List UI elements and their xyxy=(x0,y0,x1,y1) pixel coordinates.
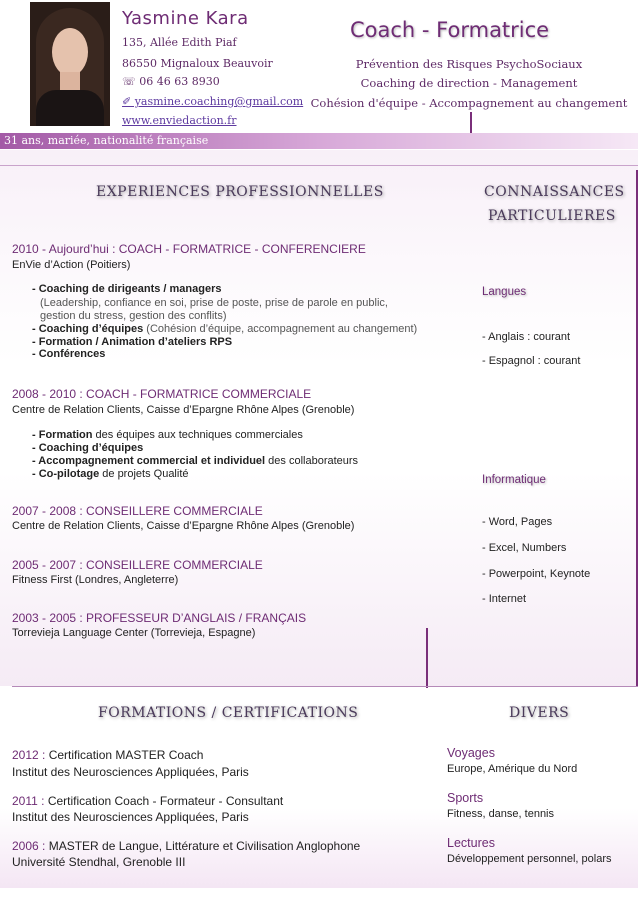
job-3-title: 2007 - 2008 : CONSEILLERE COMMERCIALE xyxy=(12,504,263,518)
knowledge-heading-2: PARTICULIERES xyxy=(488,208,616,224)
job-2-title: 2008 - 2010 : COACH - FORMATRICE COMMERCIALE xyxy=(12,387,312,401)
job-1-org: EnVie d’Action (Poitiers) xyxy=(12,259,131,271)
job-5-org: Torrevieja Language Center (Torrevieja, Espagne) xyxy=(12,627,256,639)
computing-heading: Informatique xyxy=(482,474,546,486)
job-2-bullet-3: - Accompagnement commercial et individuel des collaborateurs xyxy=(32,455,359,467)
job-5-title: 2003 - 2005 : PROFESSEUR D’ANGLAIS / FRANÇAIS xyxy=(12,611,307,625)
job-2-bullet-2: - Coaching d’équipes xyxy=(32,442,144,454)
divers-sports-heading: Sports xyxy=(447,791,484,805)
job-3-org: Centre de Relation Clients, Caisse d’Epargne Rhône Alpes (Grenoble) xyxy=(12,520,355,532)
experience-heading: EXPERIENCES PROFESSIONNELLES xyxy=(96,184,384,200)
personal-info-band xyxy=(0,133,638,149)
address-line-1: 135, Allée Edith Piaf xyxy=(122,36,237,49)
job-1-bullet-2: - Coaching d’équipes (Cohésion d’équipe, accompagnement au changement) xyxy=(32,323,418,335)
experience-background xyxy=(0,150,638,686)
divers-travel-heading: Voyages xyxy=(447,746,495,760)
software-4: - Internet xyxy=(482,593,527,605)
job-4-title: 2005 - 2007 : CONSEILLERE COMMERCIALE xyxy=(12,558,263,572)
formation-1-title: 2012 : Certification MASTER Coach xyxy=(12,748,204,762)
divers-sports-text: Fitness, danse, tennis xyxy=(447,808,555,820)
formations-heading: FORMATIONS / CERTIFICATIONS xyxy=(98,705,359,721)
knowledge-heading-1: CONNAISSANCES xyxy=(484,184,625,200)
phone-number: ☏ 06 46 63 8930 xyxy=(122,75,220,88)
role-title: Coach - Formatrice xyxy=(350,18,550,42)
job-2-bullet-4: - Co-pilotage de projets Qualité xyxy=(32,468,189,480)
email-link[interactable]: ✐ yasmine.coaching@gmail.com xyxy=(122,95,304,108)
formation-2-org: Institut des Neurosciences Appliquées, Paris xyxy=(12,810,249,824)
job-1-bullet-1: - Coaching de dirigeants / managers xyxy=(32,283,222,295)
job-1-bullet-1-detail-b: gestion du stress, gestion des conflits) xyxy=(40,310,227,322)
personal-info-text: 31 ans, mariée, nationalité française xyxy=(4,134,209,147)
software-3: - Powerpoint, Keynote xyxy=(482,568,591,580)
formation-3-title: 2006 : MASTER de Langue, Littérature et Civilisation Anglophone xyxy=(12,839,361,853)
address-line-2: 86550 Mignaloux Beauvoir xyxy=(122,57,273,70)
job-1-bullet-4: - Conférences xyxy=(32,348,106,360)
software-2: - Excel, Numbers xyxy=(482,542,567,554)
job-1-bullet-1-detail-a: (Leadership, confiance en soi, prise de poste, prise de parole en public, xyxy=(40,297,388,309)
job-1-title: 2010 - Aujourd’hui : COACH - FORMATRICE - CONFERENCIERE xyxy=(12,242,366,256)
language-2: - Espagnol : courant xyxy=(482,355,581,367)
software-1: - Word, Pages xyxy=(482,516,553,528)
website-link[interactable]: www.enviedaction.fr xyxy=(122,114,237,127)
divers-heading: DIVERS xyxy=(509,705,570,721)
formation-2-title: 2011 : Certification Coach - Formateur - Consultant xyxy=(12,794,284,808)
divers-reading-text: Développement personnel, polars xyxy=(447,853,612,865)
job-4-org: Fitness First (Londres, Angleterre) xyxy=(12,574,179,586)
job-1-bullet-3: - Formation / Animation d’ateliers RPS xyxy=(32,336,233,348)
formation-3-org: Université Stendhal, Grenoble III xyxy=(12,855,186,869)
languages-heading: Langues xyxy=(482,286,527,298)
bottom-section-divider xyxy=(12,686,638,687)
job-2-org: Centre de Relation Clients, Caisse d’Epargne Rhône Alpes (Grenoble) xyxy=(12,404,355,416)
section-divider xyxy=(0,165,638,166)
divers-travel-text: Europe, Amérique du Nord xyxy=(447,763,578,775)
divers-reading-heading: Lectures xyxy=(447,836,495,850)
candidate-name: Yasmine Kara xyxy=(122,8,249,29)
tagline-1: Prévention des Risques PsychoSociaux xyxy=(355,57,583,71)
job-2-bullet-1: - Formation des équipes aux techniques commerciales xyxy=(32,429,303,441)
tagline-2: Coaching de direction - Management xyxy=(360,76,578,90)
language-1: - Anglais : courant xyxy=(482,331,571,343)
formation-1-org: Institut des Neurosciences Appliquées, Paris xyxy=(12,765,249,779)
tagline-3: Cohésion d'équipe - Accompagnement au changement xyxy=(310,96,628,110)
profile-photo xyxy=(30,2,110,126)
divider-line xyxy=(470,112,472,134)
